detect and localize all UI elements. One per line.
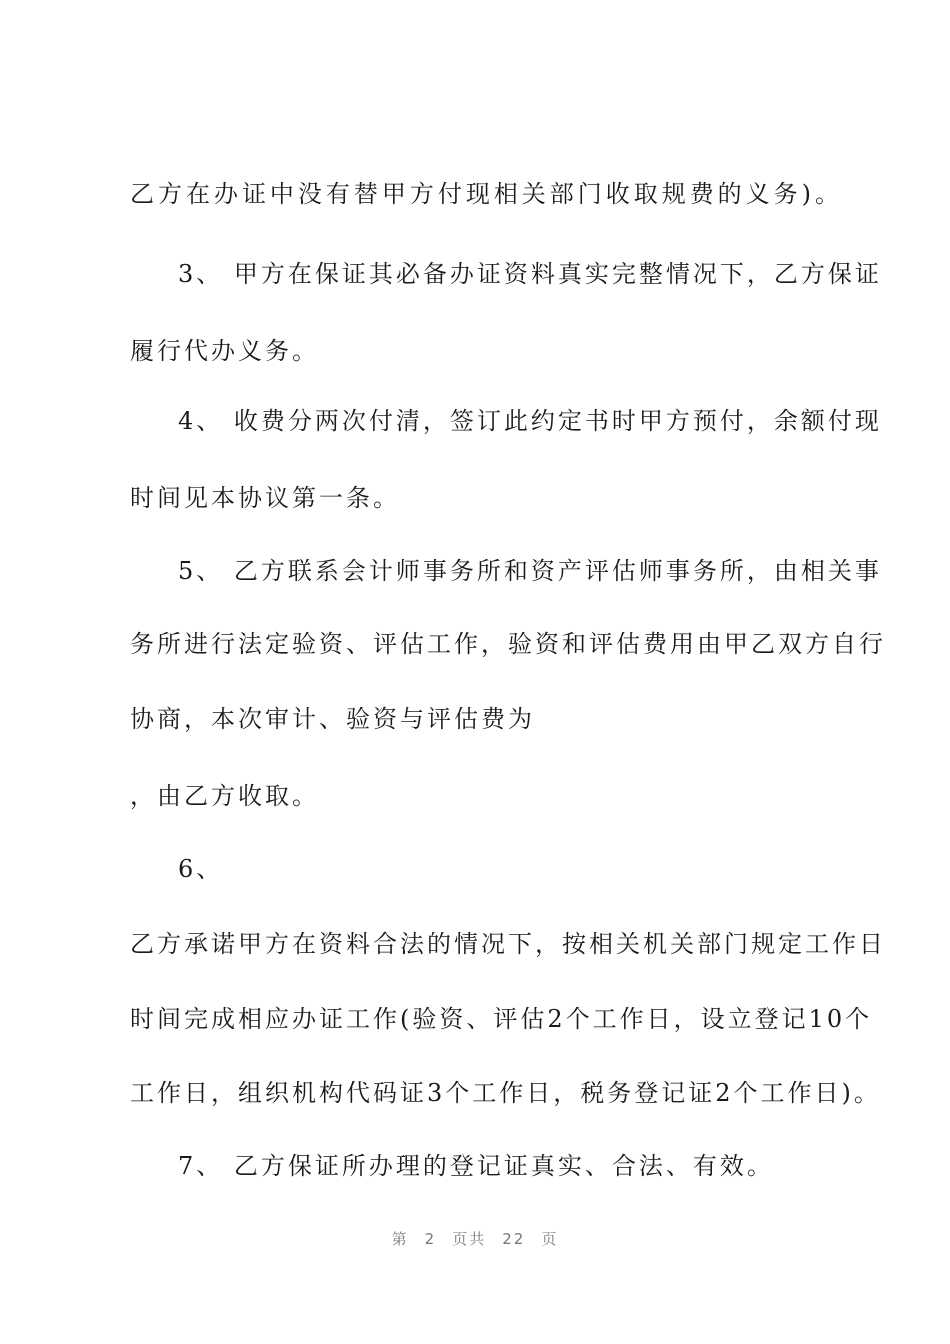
footer-prefix: 第 [391, 1230, 409, 1248]
footer-middle: 页共 [452, 1230, 487, 1248]
body-line: 乙方在办证中没有替甲方付现相关部门收取规费的义务)。 [130, 180, 842, 208]
clause-6-number: 6、 [178, 855, 224, 883]
footer-suffix: 页 [541, 1230, 559, 1248]
body-line: 时间见本协议第一条。 [130, 484, 400, 512]
body-line: 履行代办义务。 [130, 337, 319, 365]
clause-4-line: 4、 收费分两次付清，签订此约定书时甲方预付，余额付现 [178, 407, 882, 435]
body-line: 务所进行法定验资、评估工作，验资和评估费用由甲乙双方自行 [130, 630, 886, 658]
clause-5-line: 5、 乙方联系会计师事务所和资产评估师事务所，由相关事 [178, 557, 882, 585]
body-line: ，由乙方收取。 [130, 782, 319, 810]
body-line: 时间完成相应办证工作(验资、评估2个工作日，设立登记10个 [130, 1005, 873, 1033]
page-footer [0, 1228, 950, 1249]
body-line: 工作日，组织机构代码证3个工作日，税务登记证2个工作日)。 [130, 1079, 881, 1107]
footer-page-number: 2 [424, 1230, 437, 1248]
footer-total-pages: 22 [502, 1230, 526, 1248]
body-line: 协商，本次审计、验资与评估费为 [130, 705, 535, 733]
body-line: 乙方承诺甲方在资料合法的情况下，按相关机关部门规定工作日 [130, 930, 886, 958]
clause-7-line: 7、 乙方保证所办理的登记证真实、合法、有效。 [178, 1152, 774, 1180]
clause-3-line: 3、 甲方在保证其必备办证资料真实完整情况下，乙方保证 [178, 260, 882, 288]
